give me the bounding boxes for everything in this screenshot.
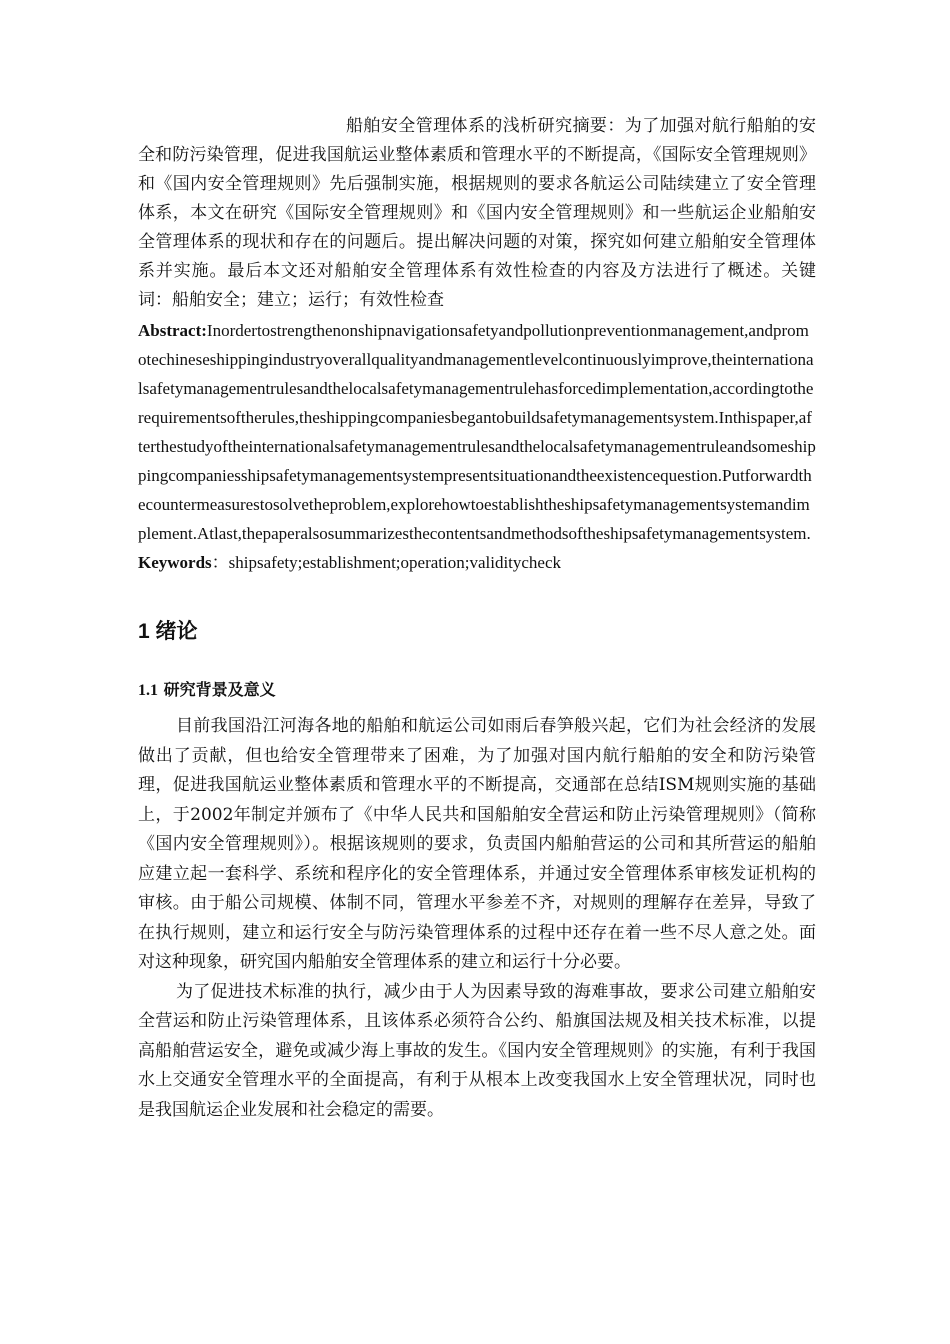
- keywords-text: shipsafety;establishment;operation;validitycheck: [228, 553, 562, 572]
- subsection-number: 1.1: [138, 682, 158, 699]
- subsection-title: 研究背景及意义: [163, 680, 276, 699]
- keywords-line: [138, 548, 816, 577]
- chinese-abstract: 船舶安全管理体系的浅析研究摘要：为了加强对航行船舶的安全和防污染管理，促进我国航运业整体素质和管理水平的不断提高，《国际安全管理规则》和《国内安全管理规则》先后强制实施，根据规则的要求各航运公司陆续建立了安全管理体系，本文在研究《国际安全管理规则》和《国内安全管理规则》和一些航运企业船舶安全管理体系的现状和存在的问题后。提出解决问题的对策，探究如何建立船舶安全管理体系并实施。最后本文还对船舶安全管理体系有效性检查的内容及方法进行了概述。关键词：船舶安全；建立；运行；有效性检查: [138, 116, 816, 310]
- body-paragraph: 目前我国沿江河海各地的船舶和航运公司如雨后春笋般兴起，它们为社会经济的发展做出了贡献，但也给安全管理带来了困难，为了加强对国内航行船舶的安全和防污染管理，促进我国航运业整体素质和管理水平的不断提高，交通部在总结ISM规则实施的基础上，于2002年制定并颁布了《中华人民共和国船舶安全营运和防止污染管理规则》（简称《国内安全管理规则》）。根据该规则的要求，负责国内船舶营运的公司和其所营运的船舶应建立起一套科学、系统和程序化的安全管理体系，并通过安全管理体系审核发证机构的审核。由于船公司规模、体制不同，管理水平参差不齐，对规则的理解存在差异，导致了在执行规则，建立和运行安全与防污染管理体系的过程中还存在着一些不尽人意之处。面对这种现象，研究国内船舶安全管理体系的建立和运行十分必要。: [138, 716, 816, 972]
- section-title: 绪论: [155, 620, 198, 643]
- abstract-label: Abstract:: [138, 321, 207, 340]
- document-page: [138, 112, 816, 1125]
- body-paragraph: 为了促进技术标准的执行，减少由于人为因素导致的海难事故，要求公司建立船舶安全营运和防止污染管理体系，且该体系必须符合公约、船旗国法规及相关技术标准，以提高船舶营运安全，避免或减少海上事故的发生。《国内安全管理规则》的实施，有利于我国水上交通安全管理水平的全面提高，有利于从根本上改变我国水上安全管理状况，同时也是我国航运企业发展和社会稳定的需要。: [138, 981, 816, 1120]
- section-heading-1: [138, 617, 816, 647]
- abstract-text: Inordertostrengthenonshipnavigationsafetyandpollutionpreventionmanagement,andpromotechineseshippingindustryoverallqualityandmanagementlevelcontinuouslyimprove,theinternationalsafetymanagementrulesandthelocalsafetymanagementrulehasforcedimplementation,accordingtotherequirementsoftherules,theshippingcompaniesbegantobuildsafetymanagementsystem.Inthispaper,afterthestudyoftheinternationalsafetymanagementrulesandthelocalsafetymanagementruleandsomeshippingcompaniesshipsafetymanagementsystempresentsituationandtheexistencequestion.Putforwardthecountermeasurestosolvetheproblem,explorehowtoestablishtheshipsafetymanagementsystemandimplement.Atlast,thepaperalsosummarizesthecontentsandmethodsoftheshipsafetymanagementsystem.: [138, 321, 816, 543]
- section-number: 1: [138, 620, 150, 643]
- keywords-label: Keywords: [138, 553, 212, 572]
- keywords-separator: ：: [211, 553, 229, 572]
- english-abstract: [138, 316, 816, 548]
- subsection-heading-1-1: [138, 677, 816, 704]
